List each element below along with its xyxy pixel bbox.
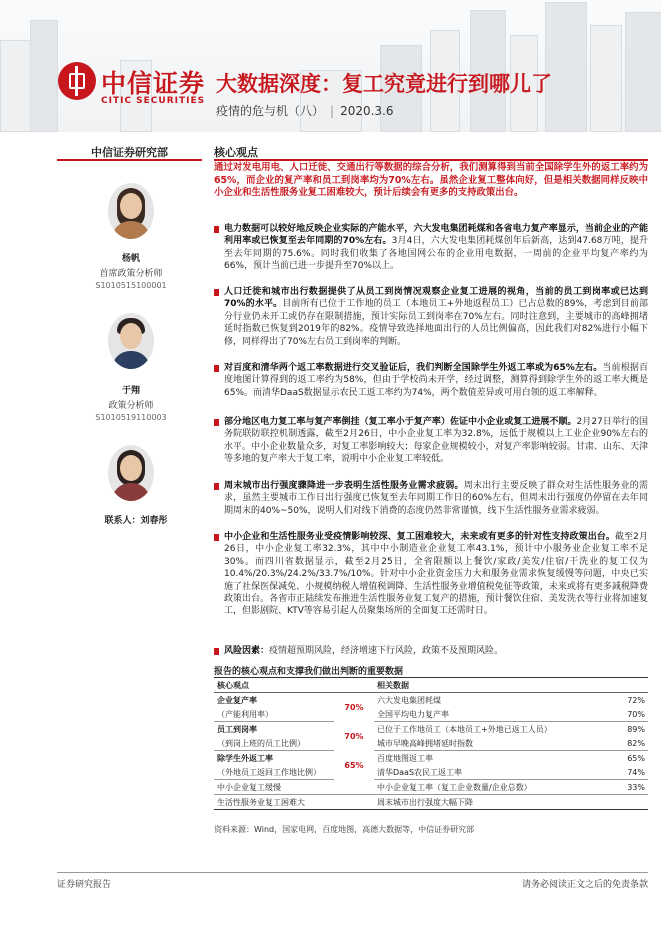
key-point: [214, 416, 648, 466]
key-point: [214, 645, 648, 657]
data-value: 74%: [598, 765, 648, 780]
view-label: 除学生外返工率: [217, 753, 273, 763]
subtitle-series: 疫情的危与机（八）: [216, 104, 325, 118]
table-row: [214, 707, 648, 722]
key-point-body: 截至2月26日，中小企业复工率32.3%，其中中小制造业企业复工率43.1%，预计中小服务业企业复工率不足30%。而四川省数据显示，截至2月25日，全省限额以上餐饮/家政/美发/住宿/干洗业的复工仅为10.4%/20.3%/24.2%/33.7%/10%。针对中小企业资金压力大和服务业需求恢复缓慢等问题，中央已实施了社保医保减免、小规模纳税人增值税调降、生活性服务业增值税免征等政策，未来或将有更多减税降费政策出台。各省市正陆续发布推进生活性服务业复工复产的措施，预计餐饮住宿、美发洗衣等行业将加速复工，但影剧院、KTV等容易引起人员聚集场所的全面复工还需时日。: [224, 532, 648, 617]
key-point: [214, 480, 648, 517]
table-source: 资料来源：Wind，国家电网，百度地图，高德大数据等，中信证券研究部: [214, 825, 475, 834]
key-point-body: 2月27日举行的国务院联防联控机制透露，截至2月26日，中小企业复工率为32.8%，远低于规模以上工业企业90%左右的水平。中小企业数量众多，对复工率影响较大；每家企业规模较小，对复产率影响较弱。甘肃、山东、天津等多地的复产率大于复工率，说明中小企业复工率较低。: [224, 417, 648, 465]
table-title: 报告的核心观点和支撑我们做出判断的重要数据: [214, 667, 404, 677]
footer-left: 证券研究报告: [57, 880, 112, 890]
data-value: 72%: [627, 695, 645, 705]
data-label: 清华DaaS农民工返工率: [374, 765, 598, 780]
table-row: [214, 722, 648, 737]
data-label: 百度地图返工率: [377, 753, 433, 763]
data-label: 中小企业复工率（复工企业数量/企业总数）: [374, 780, 598, 795]
view-label: 员工到岗率: [217, 724, 257, 734]
data-value: 65%: [627, 753, 645, 763]
key-data-table: [214, 677, 648, 810]
key-point-lead: 人口迁徙和城市出行数据提供了从员工到岗情况观察企业复工进展的视角，当前的员工到岗率或已达到70%的水平。: [224, 287, 648, 310]
dept-heading: 中信证券研究部: [91, 146, 168, 159]
data-label: 六大发电集团耗煤: [377, 695, 441, 705]
footer-disclaimer: 请务必阅读正文之后的免责条款: [521, 880, 648, 890]
view-note: （到岗上班的员工比例）: [214, 736, 334, 751]
analyst-role: 政策分析师: [108, 401, 154, 411]
analyst-name: 于翔: [121, 386, 140, 396]
table-row: [214, 736, 648, 751]
key-point-lead: 周末城市出行强度骤降进一步表明生活性服务业需求疲弱。: [224, 481, 464, 491]
data-value: 33%: [598, 780, 648, 795]
key-point-lead: 风险因素：: [224, 646, 270, 656]
subtitle-separator: |: [330, 104, 335, 118]
col-header-data: 相关数据: [374, 678, 598, 693]
contact: [81, 513, 191, 526]
contact-label: 联系人：: [104, 516, 141, 526]
key-point-lead: 对百度和清华两个返工率数据进行交叉验证后，我们判断全国除学生外返工率或为65%左右。: [224, 363, 603, 373]
key-point: [214, 286, 648, 348]
table-row: [214, 751, 648, 766]
view-label: 企业复产率: [217, 695, 257, 705]
skyline-building: [625, 12, 661, 132]
key-point-body: 3月4日，六大发电集团耗煤创年后新高，达到47.68万吨，提升至去年同期的75.6%。同时我们收集了各地国网公布的企业用电数据，一周前的企业平均复产率约为66%，预计当前已进一步提升至70%以上。: [224, 236, 649, 272]
table-row: [214, 780, 648, 795]
analyst-role: 首席政策分析师: [99, 269, 163, 279]
core-summary: 通过对发电用电、人口迁徙、交通出行等数据的综合分析，我们测算得到当前全国除学生外的返工率约为65%，而企业的复产率和员工到岗率均为70%左右。虽然企业复工整体向好，但是相关数据同样反映中小企业和生活性服务业复工困难较大，预计后续会有更多的支持政策出台。: [214, 162, 648, 199]
view-note: （产能利用率）: [214, 707, 334, 722]
key-point: [214, 362, 648, 399]
key-point-body: 当前根据百度地图计算得到的返工率约为58%，但由于学校尚未开学，经过调整，测算得到除学生外的返工率大概是65%。而清华DaaS数据显示农民工返工率约为74%，两个数值差异或可用白领的返工率解释。: [224, 363, 648, 398]
data-label: 城市早晚高峰拥堵延时指数: [374, 736, 598, 751]
key-point-body: 目前所有已位于工作地的员工（本地员工+外地返程员工）已占总数的89%，考虑到目前部分行业仍未开工或仍存在限制措施，预计实际员工到岗率在70%左右。同时注意到，主要城市的高峰拥堵延时指数已恢复到2019年的82%。疫情导致选择地面出行的人员比例偏高，因此我们对82%进行小幅下修，同样得出了70%左右员工到岗率的判断。: [224, 299, 648, 347]
key-point-lead: 部分地区电力复工率与复产率倒挂（复工率小于复产率）佐证中小企业或复工进展不顺。: [224, 417, 577, 427]
analyst-license: S1010515100001: [95, 281, 167, 290]
view-pct: 65%: [344, 760, 364, 770]
key-point: [214, 531, 648, 618]
analyst-avatar: [108, 183, 154, 239]
key-point-lead: 电力数据可以较好地反映企业实际的产能水平，六大发电集团耗煤和各省电力复产率显示，当前企业的产能利用率或已恢复至去年同期的70%左右。: [224, 224, 648, 247]
skyline-building: [30, 20, 58, 132]
contact-avatar: [108, 445, 154, 501]
table-row: [214, 693, 648, 708]
skyline-building: [545, 2, 587, 132]
view-label: 中小企业复工缓慢: [214, 780, 374, 795]
key-point: [214, 223, 648, 273]
sidebar-rule: [57, 159, 202, 161]
report-title: 大数据深度：复工究竟进行到哪儿了: [216, 72, 552, 96]
table-header-row: [214, 678, 648, 693]
table-row: [214, 765, 648, 780]
report-subtitle: [216, 102, 394, 119]
skyline-building: [590, 25, 622, 132]
analyst-name: 杨帆: [121, 254, 140, 264]
view-pct: 70%: [344, 702, 364, 712]
data-value: 89%: [627, 724, 645, 734]
data-value: 82%: [598, 736, 648, 751]
col-header-pct: [334, 678, 374, 693]
view-label: 生活性服务业复工困难大: [214, 795, 374, 810]
footer-rule: [57, 872, 648, 873]
data-value: 70%: [598, 707, 648, 722]
citic-logo-icon: [58, 62, 96, 100]
col-header-value: [598, 678, 648, 693]
key-point-lead: 中小企业和生活性服务业受疫情影响较深、复工困难较大，未来或有更多的针对性支持政策出台。: [224, 532, 615, 542]
data-label: 全国平均电力复产率: [374, 707, 598, 722]
logo-text-en: CITIC SECURITIES: [101, 96, 206, 106]
table-row: [214, 795, 648, 810]
data-value: [598, 795, 648, 810]
main-rule: [214, 159, 648, 161]
key-point-body: 疫情超预期风险，经济增速下行风险，政策不及预期风险。: [269, 646, 504, 656]
logo-text-cn: 中信证券: [101, 69, 206, 98]
data-label: 周末城市出行强度大幅下降: [374, 795, 598, 810]
view-pct: 70%: [344, 731, 364, 741]
data-label: 已位于工作地员工（本地员工+外地已返工人员）: [377, 724, 552, 734]
section-heading: 核心观点: [214, 146, 258, 159]
col-header-view: 核心观点: [214, 678, 334, 693]
analyst-avatar: [108, 313, 154, 369]
key-point-body: 周末出行主要反映了群众对生活性服务业的需求，虽然主要城市工作日出行强度已恢复至去年同期工作日的60%左右，但周末出行强度仍停留在去年同期周末的40%~50%，说明人们对线下消费的态度仍然非常谨慎，线下生活性服务业需求疲弱。: [224, 481, 648, 516]
analyst-license: S1010519110003: [95, 413, 167, 422]
view-note: （外地员工返回工作地比例）: [214, 765, 334, 780]
subtitle-date: 2020.3.6: [340, 104, 394, 118]
contact-name: 刘春彤: [140, 516, 168, 526]
